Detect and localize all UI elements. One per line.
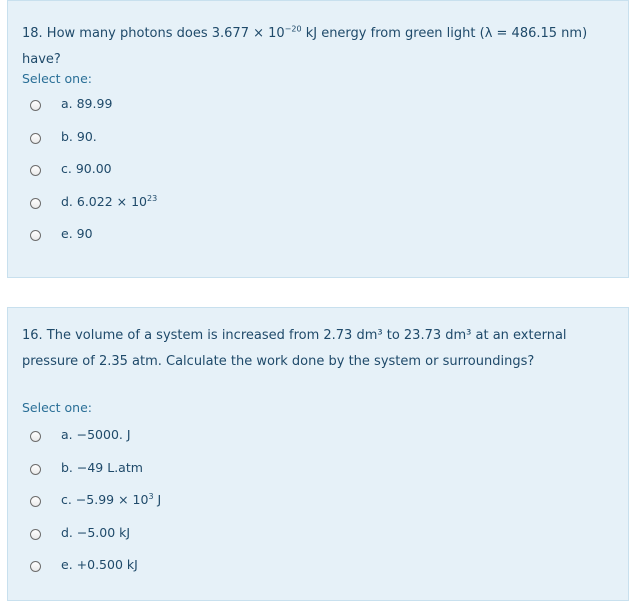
radio-button[interactable] — [30, 165, 41, 176]
answer-option-a[interactable] — [8, 425, 628, 458]
answer-label: c. 90.00 — [61, 161, 112, 176]
radio-button[interactable] — [30, 230, 41, 241]
radio-button[interactable] — [30, 496, 41, 507]
answer-option-e[interactable] — [8, 224, 628, 257]
question-text: 18. How many photons does $3.677 \times 10^{-20}$ kJ energy from green light (λ = 486.15 nm) have? — [22, 24, 588, 67]
radio-button[interactable] — [30, 100, 41, 111]
radio-button[interactable] — [30, 133, 41, 144]
radio-button[interactable] — [30, 464, 41, 475]
question-card-2 — [7, 307, 629, 601]
radio-button[interactable] — [30, 561, 41, 572]
radio-button[interactable] — [30, 431, 41, 442]
answer-option-d[interactable] — [8, 523, 628, 556]
answer-option-e[interactable] — [8, 555, 628, 588]
answer-option-b[interactable] — [8, 127, 628, 160]
answer-label: c. $-5.99 \times 10^3$ J — [61, 491, 162, 507]
answer-label: a. −5000. J — [61, 427, 131, 442]
answer-label: d. −5.00 kJ — [61, 524, 131, 540]
answer-label: d. $6.022 \times 10^{23}$ — [61, 193, 158, 209]
answer-option-c[interactable] — [8, 490, 628, 523]
answer-options — [8, 425, 628, 588]
select-one-prompt: Select one: — [22, 400, 93, 415]
answer-label: b. −49 L.atm — [61, 459, 143, 475]
select-one-prompt: Select one: — [22, 71, 93, 86]
radio-button[interactable] — [30, 529, 41, 540]
answer-option-b[interactable] — [8, 458, 628, 491]
answer-label: a. 89.99 — [61, 96, 113, 111]
answer-option-d[interactable] — [8, 192, 628, 225]
answer-options — [8, 94, 628, 257]
question-card-1 — [7, 0, 629, 278]
answer-option-c[interactable] — [8, 159, 628, 192]
answer-label: b. 90. — [61, 128, 97, 144]
answer-label: e. 90 — [61, 226, 93, 241]
answer-option-a[interactable] — [8, 94, 628, 127]
question-text: 16. The volume of a system is increased from 2.73 dm³ to 23.73 dm³ at an external pressure of 2.35 atm. Calculate the work done by the system or surroundings? — [22, 328, 567, 369]
radio-button[interactable] — [30, 198, 41, 209]
answer-label: e. +0.500 kJ — [61, 557, 138, 572]
